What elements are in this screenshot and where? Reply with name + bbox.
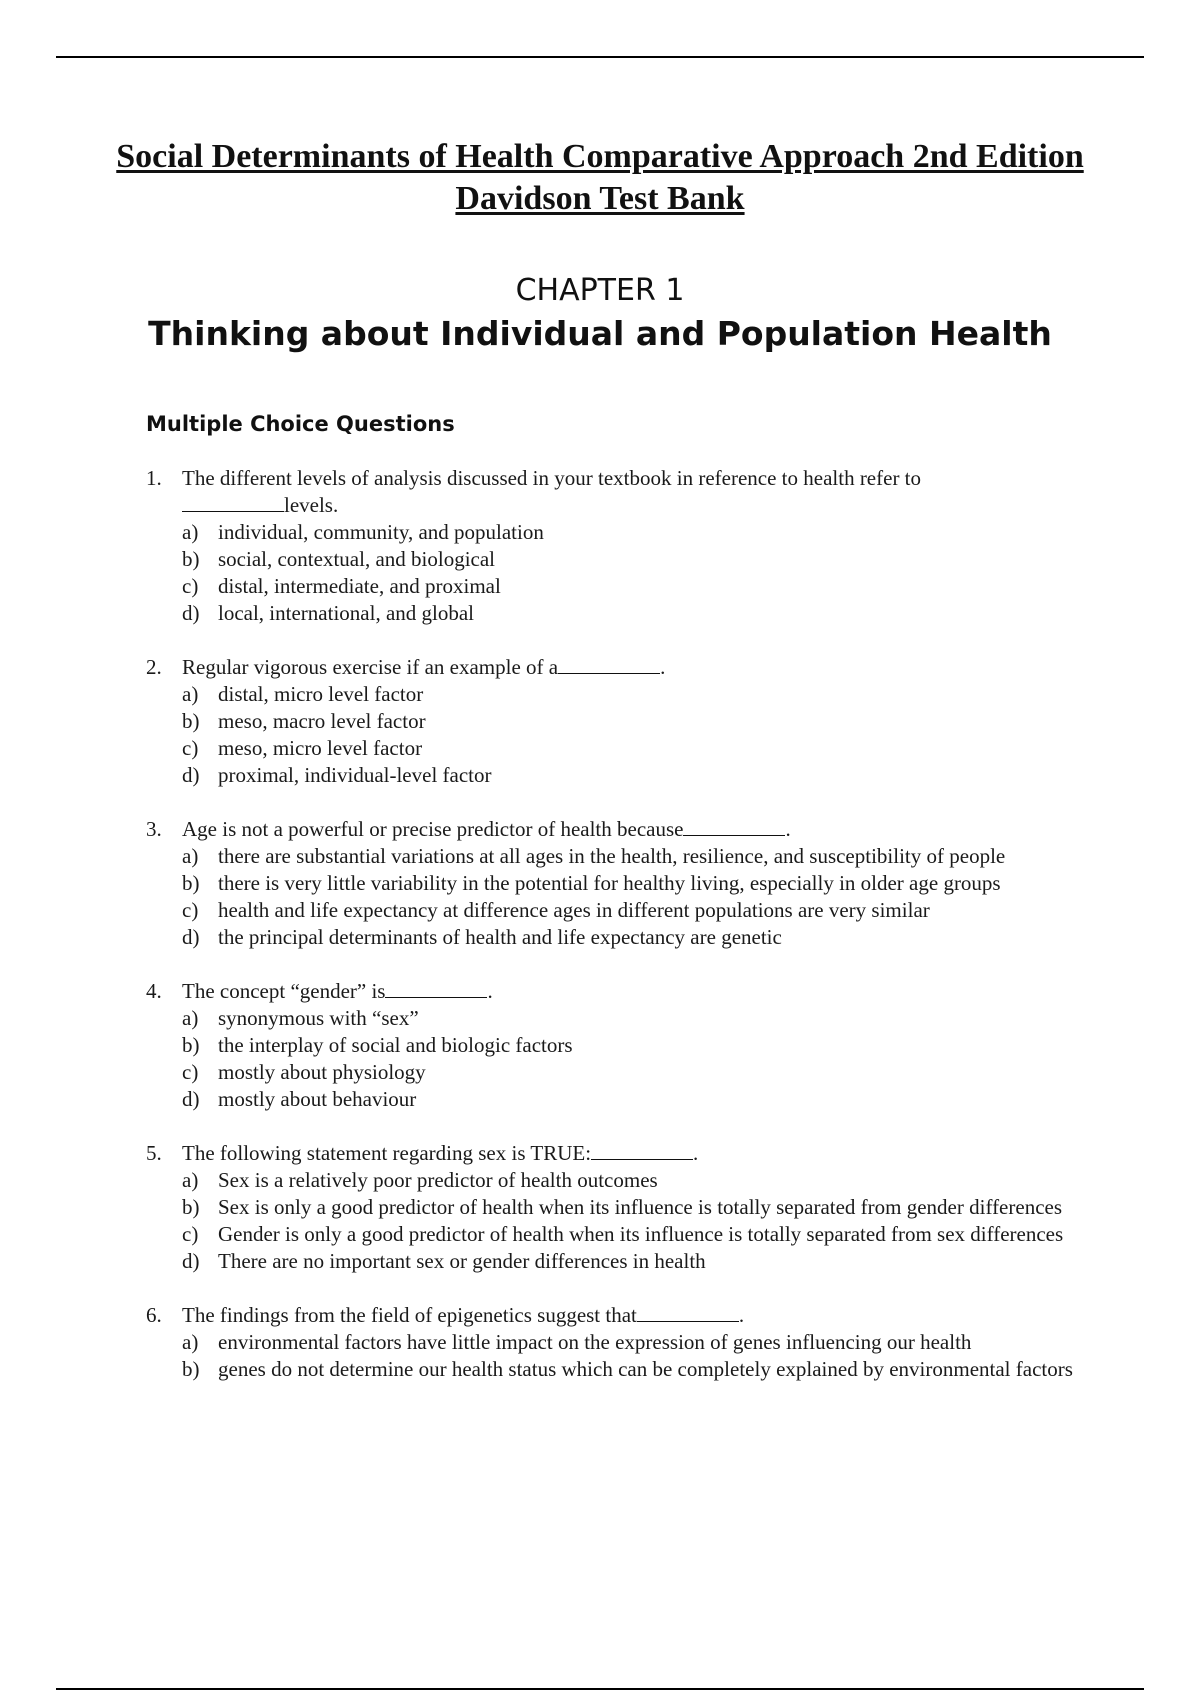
option-text: distal, intermediate, and proximal bbox=[218, 574, 501, 598]
document-title-line1: Social Determinants of Health Comparative Approach 2nd Edition bbox=[116, 138, 1084, 175]
question-text bbox=[182, 654, 1106, 681]
option-letter: a) bbox=[182, 520, 199, 544]
answer-option bbox=[182, 1032, 1106, 1059]
answer-option bbox=[182, 573, 1106, 600]
option-text: individual, community, and population bbox=[218, 520, 544, 544]
question-text-before-blank: The following statement regarding sex is TRUE: bbox=[182, 1141, 592, 1165]
option-letter: d) bbox=[182, 763, 200, 787]
option-letter: a) bbox=[182, 1006, 199, 1030]
option-letter: b) bbox=[182, 547, 200, 571]
option-letter: b) bbox=[182, 1033, 200, 1057]
option-letter: d) bbox=[182, 1087, 200, 1111]
question-text-before-blank: Regular vigorous exercise if an example of a bbox=[182, 655, 559, 679]
question-text-before-blank: Age is not a powerful or precise predictor of health because bbox=[182, 817, 684, 841]
answer-option bbox=[182, 546, 1106, 573]
question-text bbox=[182, 465, 1106, 519]
answer-blank bbox=[683, 817, 785, 836]
option-text: proximal, individual-level factor bbox=[218, 763, 492, 787]
answer-option bbox=[182, 1059, 1106, 1086]
question-1 bbox=[146, 465, 1106, 627]
answer-blank bbox=[182, 493, 284, 512]
answer-option bbox=[182, 600, 1106, 627]
option-text: the principal determinants of health and life expectancy are genetic bbox=[218, 925, 782, 949]
option-letter: c) bbox=[182, 574, 199, 598]
question-text-before-blank: The findings from the field of epigenetics suggest that bbox=[182, 1303, 637, 1327]
option-letter: c) bbox=[182, 898, 199, 922]
question-text-after-blank: . bbox=[738, 1303, 745, 1327]
option-text: There are no important sex or gender differences in health bbox=[218, 1249, 706, 1273]
option-text: there is very little variability in the potential for healthy living, especially in older age groups bbox=[218, 871, 1001, 895]
question-text-before-blank: The concept “gender” is bbox=[182, 979, 386, 1003]
answer-option bbox=[182, 708, 1106, 735]
option-text: distal, micro level factor bbox=[218, 682, 424, 706]
option-list bbox=[146, 681, 1106, 789]
section-heading: Multiple Choice Questions bbox=[146, 412, 455, 436]
answer-option bbox=[182, 1329, 1106, 1356]
answer-option bbox=[182, 1167, 1106, 1194]
option-text: local, international, and global bbox=[218, 601, 474, 625]
question-stem bbox=[146, 465, 1106, 519]
question-text-after-blank: levels. bbox=[284, 493, 339, 517]
option-letter: a) bbox=[182, 1168, 199, 1192]
option-text: synonymous with “sex” bbox=[218, 1006, 419, 1030]
option-text: there are substantial variations at all ages in the health, resilience, and susceptibility of people bbox=[218, 844, 1006, 868]
question-stem bbox=[146, 1140, 1106, 1167]
option-text: meso, micro level factor bbox=[218, 736, 423, 760]
question-list bbox=[146, 465, 1106, 1410]
option-text: the interplay of social and biologic factors bbox=[218, 1033, 573, 1057]
answer-option bbox=[182, 519, 1106, 546]
answer-blank bbox=[637, 1303, 739, 1322]
question-5 bbox=[146, 1140, 1106, 1275]
question-number: 6. bbox=[146, 1303, 162, 1327]
option-text: Sex is a relatively poor predictor of health outcomes bbox=[218, 1168, 658, 1192]
question-stem bbox=[146, 654, 1106, 681]
answer-option bbox=[182, 1086, 1106, 1113]
option-letter: d) bbox=[182, 1249, 200, 1273]
question-number: 3. bbox=[146, 817, 162, 841]
question-stem bbox=[146, 1302, 1106, 1329]
question-text bbox=[182, 816, 1106, 843]
question-text-after-blank: . bbox=[487, 979, 493, 1003]
option-text: Gender is only a good predictor of health when its influence is totally separated from sex differences bbox=[218, 1222, 1064, 1246]
option-letter: b) bbox=[182, 871, 200, 895]
question-text bbox=[182, 1302, 1106, 1329]
bottom-rule bbox=[56, 1688, 1144, 1690]
top-rule bbox=[56, 56, 1144, 58]
answer-blank bbox=[558, 655, 660, 674]
option-letter: c) bbox=[182, 1222, 199, 1246]
answer-blank bbox=[385, 979, 487, 998]
question-text bbox=[182, 978, 1106, 1005]
option-letter: d) bbox=[182, 601, 200, 625]
question-stem bbox=[146, 978, 1106, 1005]
option-list bbox=[146, 519, 1106, 627]
option-letter: b) bbox=[182, 709, 200, 733]
question-text bbox=[182, 1140, 1106, 1167]
chapter-label: CHAPTER 1 bbox=[515, 273, 685, 308]
answer-option bbox=[182, 762, 1106, 789]
option-list bbox=[146, 1005, 1106, 1113]
option-letter: b) bbox=[182, 1357, 200, 1381]
option-list bbox=[146, 1329, 1106, 1383]
option-letter: a) bbox=[182, 1330, 199, 1354]
answer-option bbox=[182, 1248, 1106, 1275]
question-stem bbox=[146, 816, 1106, 843]
question-2 bbox=[146, 654, 1106, 789]
option-text: social, contextual, and biological bbox=[218, 547, 495, 571]
option-text: meso, macro level factor bbox=[218, 709, 426, 733]
option-letter: c) bbox=[182, 736, 199, 760]
option-letter: a) bbox=[182, 844, 199, 868]
question-text-after-blank: . bbox=[660, 655, 666, 679]
answer-option bbox=[182, 1194, 1106, 1221]
answer-option bbox=[182, 897, 1106, 924]
question-number: 5. bbox=[146, 1141, 162, 1165]
answer-option bbox=[182, 735, 1106, 762]
answer-option bbox=[182, 1356, 1106, 1383]
question-number: 2. bbox=[146, 655, 162, 679]
option-letter: d) bbox=[182, 925, 200, 949]
question-text-after-blank: . bbox=[693, 1141, 699, 1165]
question-3 bbox=[146, 816, 1106, 951]
question-6 bbox=[146, 1302, 1106, 1383]
option-list bbox=[146, 843, 1106, 951]
answer-option bbox=[182, 843, 1106, 870]
answer-blank bbox=[591, 1141, 693, 1160]
option-letter: a) bbox=[182, 682, 199, 706]
question-number: 4. bbox=[146, 979, 162, 1003]
option-text: mostly about behaviour bbox=[218, 1087, 417, 1111]
option-text: environmental factors have little impact on the expression of genes influencing our health bbox=[218, 1330, 972, 1354]
option-text: mostly about physiology bbox=[218, 1060, 426, 1084]
option-letter: b) bbox=[182, 1195, 200, 1219]
option-text: Sex is only a good predictor of health when its influence is totally separated from gender differences bbox=[218, 1195, 1063, 1219]
document-title-line2: Davidson Test Bank bbox=[455, 180, 745, 217]
question-text-after-blank: . bbox=[785, 817, 791, 841]
answer-option bbox=[182, 870, 1106, 897]
document-title bbox=[0, 136, 1200, 220]
answer-option bbox=[182, 1005, 1106, 1032]
option-text: genes do not determine our health status which can be completely explained by environmental factors bbox=[218, 1357, 1073, 1381]
answer-option bbox=[182, 681, 1106, 708]
answer-option bbox=[182, 924, 1106, 951]
option-list bbox=[146, 1167, 1106, 1275]
question-4 bbox=[146, 978, 1106, 1113]
answer-option bbox=[182, 1221, 1106, 1248]
option-text: health and life expectancy at difference ages in different populations are very similar bbox=[218, 898, 930, 922]
question-text-before-blank: The different levels of analysis discussed in your textbook in reference to health refer to bbox=[182, 466, 922, 490]
option-letter: c) bbox=[182, 1060, 199, 1084]
question-number: 1. bbox=[146, 466, 162, 490]
chapter-title: Thinking about Individual and Population Health bbox=[148, 314, 1052, 353]
